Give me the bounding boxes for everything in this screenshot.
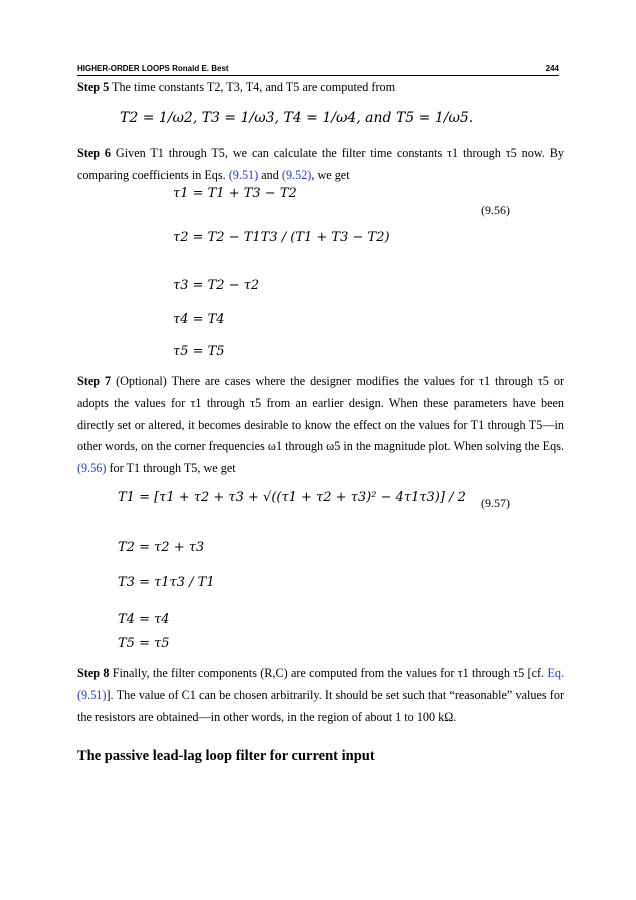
header-title: HIGHER-ORDER LOOPS Ronald E. Best <box>77 64 229 73</box>
header-rule <box>77 75 559 76</box>
eq956-line3: τ3 = T2 − τ2 <box>173 278 260 293</box>
step5-paragraph <box>77 77 564 99</box>
step7-text-b: for T1 through T5, we get <box>109 461 236 476</box>
eq956-line5: τ5 = T5 <box>173 344 225 359</box>
eq956-line1: τ1 = T1 + T3 − T2 <box>173 186 297 201</box>
eq956-number: (9.56) <box>481 203 510 217</box>
eq957-line5: T5 = τ5 <box>118 636 170 651</box>
step6-label: Step 6 <box>77 146 112 160</box>
eq957-line2: T2 = τ2 + τ3 <box>118 540 205 555</box>
eq-ref-9-51[interactable]: (9.51) <box>228 167 259 182</box>
section-title: The passive lead-lag loop filter for current input <box>77 748 375 764</box>
step8-text-b: ]. The value of C1 can be chosen arbitrarily. It should be set such that “reasonable” values for the resistors are obtained—in other words, in the region of about 1 to 100 kΩ. <box>77 687 564 724</box>
eq-ref-9-52[interactable]: (9.52) <box>281 167 312 182</box>
step7-text-a: (Optional) There are cases where the designer modifies the values for τ1 through τ5 or adopts the values for τ1 through τ5 from an earlier design. When these parameters have been directly set or altered, it becomes desirable to know the effect on the values for T1 through T5—in other words, on the corner frequencies ω1 through ω5 in the magnitude plot. When solving the Eqs. <box>77 374 565 454</box>
eq-ref-9-51-step8[interactable]: Eq. (9.51) <box>77 666 565 702</box>
step8-text-a: Finally, the filter components (R,C) are computed from the values for τ1 through τ5 [cf. <box>112 666 545 680</box>
step7-label: Step 7 <box>77 374 112 388</box>
step6-text-a: Given T1 through T5, we can calculate the filter time constants τ1 through τ5 now. By comparing coefficients in Eqs. <box>77 146 564 182</box>
eq957-line3: T3 = τ1τ3 / T1 <box>118 575 215 590</box>
step6-and: and <box>261 167 279 182</box>
eq957-line4: T4 = τ4 <box>118 612 170 627</box>
step6-paragraph <box>77 143 564 187</box>
eq956-line2: τ2 = T2 − T1T3 / (T1 + T3 − T2) <box>173 230 390 245</box>
eq956-line4: τ4 = T4 <box>173 312 225 327</box>
step5-label: Step 5 <box>77 80 110 94</box>
eq-ref-9-56[interactable]: (9.56) <box>77 461 107 476</box>
step6-text-b: , we get <box>311 167 350 182</box>
equation-step5: T2 = 1/ω2, T3 = 1/ω3, T4 = 1/ω4, and T5 = 1/ω5. <box>120 110 474 126</box>
page-number: 244 <box>545 64 559 73</box>
step8-paragraph <box>77 663 564 728</box>
step7-paragraph <box>77 371 564 480</box>
eq957-number: (9.57) <box>481 496 510 510</box>
step8-label: Step 8 <box>77 666 110 680</box>
step5-text: The time constants T2, T3, T4, and T5 are computed from <box>112 80 396 94</box>
eq957-line1: T1 = [τ1 + τ2 + τ3 + √((τ1 + τ2 + τ3)² − 4τ1τ3)] / 2 <box>118 490 466 505</box>
